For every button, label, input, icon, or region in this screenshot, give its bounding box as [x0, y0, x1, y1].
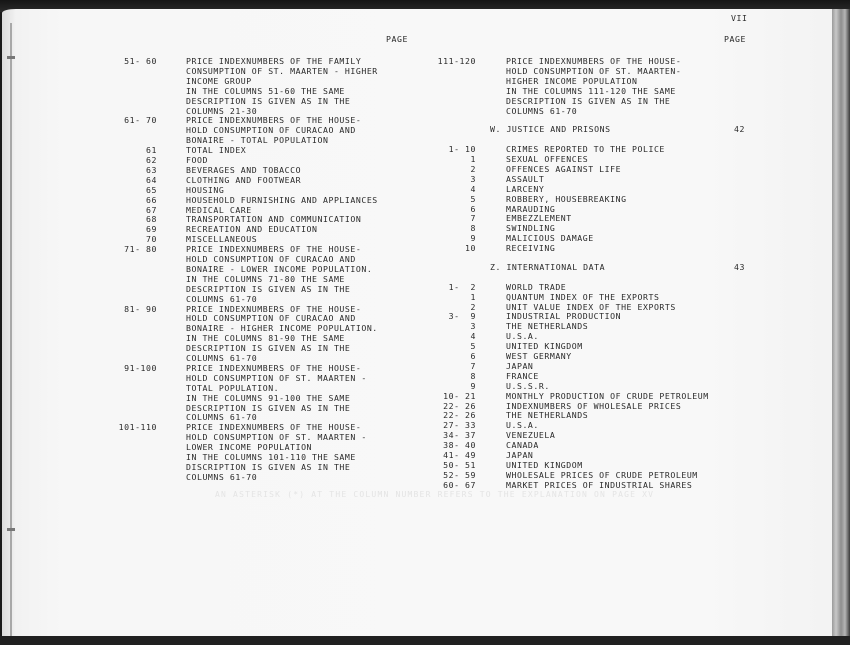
entry-description: MISCELLANEOUS — [186, 234, 258, 245]
entry-description: PRICE INDEXNUMBERS OF THE HOUSE- — [506, 56, 682, 66]
column-number: 7 — [470, 360, 476, 371]
entry-description: COLUMNS 61-70 — [506, 105, 578, 116]
entry-description: U.S.A. — [506, 331, 539, 342]
entry-description: PRICE INDEXNUMBERS OF THE HOUSE- — [186, 244, 362, 255]
entry-description: ASSAULT — [506, 173, 545, 184]
entry-description: LOWER INCOME POPULATION — [186, 442, 313, 453]
entry-description: QUANTUM INDEX OF THE EXPORTS — [506, 291, 660, 302]
entry-description: COLUMNS 61-70 — [186, 293, 258, 304]
entry-description: DESCRIPTION IS GIVEN AS IN THE — [506, 95, 671, 106]
column-number: 50- 51 — [443, 459, 476, 470]
entry-description: THE NETHERLANDS — [506, 410, 589, 421]
page-column-header-right: PAGE — [724, 34, 746, 44]
entry-description: TRANSPORTATION AND COMMUNICATION — [186, 214, 362, 225]
entry-description: CLOTHING AND FOOTWEAR — [186, 174, 302, 185]
column-number: 5 — [470, 341, 476, 352]
column-number: 10 — [465, 243, 476, 254]
entry-description: SEXUAL OFFENCES — [506, 154, 589, 164]
bleed-through-text: AN ASTERISK (*) AT THE COLUMN NUMBER REFERS TO THE EXPLANATION ON PAGE XV — [215, 490, 655, 499]
entry-description: DESCRIPTION IS GIVEN AS IN THE — [186, 402, 351, 413]
entry-description: IN THE COLUMNS 111-120 THE SAME — [506, 85, 676, 96]
entry-description: PRICE INDEXNUMBERS OF THE HOUSE- — [186, 422, 362, 433]
entry-description: DESCRIPTION IS GIVEN AS IN THE — [186, 283, 351, 294]
entry-description: FOOD — [186, 155, 208, 165]
entry-description: DESCRIPTION IS GIVEN AS IN THE — [186, 343, 351, 354]
column-number: 2 — [470, 163, 476, 174]
entry-description: BEVERAGES AND TOBACCO — [186, 164, 302, 175]
column-number: 69 — [146, 224, 157, 235]
entry-description: RECEIVING — [506, 243, 556, 254]
entry-description: RECREATION AND EDUCATION — [186, 224, 318, 235]
column-number: 51- 60 — [124, 56, 157, 66]
entry-description: IN THE COLUMNS 71-80 THE SAME — [186, 273, 345, 284]
page-column-header-left: PAGE — [386, 34, 408, 44]
spine-mark — [7, 528, 15, 531]
entry-description: HOLD CONSUMPTION OF ST. MAARTEN- — [506, 65, 682, 76]
entry-description: HOLD CONSUMPTION OF CURACAO AND — [186, 313, 356, 324]
entry-description: HOLD CONSUMPTION OF ST. MAARTEN - — [186, 372, 367, 383]
column-number: 1 — [470, 154, 476, 164]
column-number: 7 — [470, 213, 476, 224]
entry-description: MARAUDING — [506, 203, 556, 214]
entry-description: SWINDLING — [506, 223, 556, 234]
entry-description: OFFENCES AGAINST LIFE — [506, 163, 622, 174]
entry-description: HOUSING — [186, 184, 225, 195]
entry-description: DESCRIPTION IS GIVEN AS IN THE — [186, 95, 351, 106]
section-page-number: 42 — [734, 124, 745, 135]
column-number: 22- 26 — [443, 410, 476, 421]
entry-description: INDEXNUMBERS OF WHOLESALE PRICES — [506, 400, 682, 411]
entry-description: CANADA — [506, 440, 539, 451]
column-number: 4 — [470, 183, 476, 194]
column-number: 81- 90 — [124, 303, 157, 314]
column-number: 22- 26 — [443, 400, 476, 411]
entry-description: WORLD TRADE — [506, 281, 567, 292]
column-number: 6 — [470, 351, 476, 362]
column-number: 1- 10 — [448, 144, 476, 155]
entry-description: HOLD CONSUMPTION OF CURACAO AND — [186, 254, 356, 264]
entry-description: THE NETHERLANDS — [506, 321, 589, 332]
entry-description: EMBEZZLEMENT — [506, 213, 572, 224]
column-number: 3 — [470, 321, 476, 332]
entry-description: VENEZUELA — [506, 430, 556, 441]
entry-description: UNITED KINGDOM — [506, 341, 583, 352]
column-number: 63 — [146, 164, 157, 175]
entry-description: U.S.A. — [506, 420, 539, 431]
entry-description: COLUMNS 61-70 — [186, 353, 258, 363]
entry-description: IN THE COLUMNS 81-90 THE SAME — [186, 333, 345, 344]
column-number: 60- 67 — [443, 479, 476, 490]
entry-description: HOLD CONSUMPTION OF CURACAO AND — [186, 125, 356, 136]
entry-description: UNITED KINGDOM — [506, 459, 583, 470]
entry-description: MALICIOUS DAMAGE — [506, 233, 594, 244]
entry-description: TOTAL POPULATION. — [186, 382, 280, 393]
column-number: 41- 49 — [443, 450, 476, 461]
entry-description: PRICE INDEXNUMBERS OF THE HOUSE- — [186, 362, 362, 373]
column-number: 3 — [470, 173, 476, 184]
column-number: 61- 70 — [124, 115, 157, 126]
entry-description: COLUMNS 61-70 — [186, 471, 258, 482]
entry-description: IN THE COLUMNS 51-60 THE SAME — [186, 85, 345, 96]
entry-description: DISCRIPTION IS GIVEN AS IN THE — [186, 461, 351, 472]
binding-spine — [10, 23, 12, 641]
entry-description: JAPAN — [506, 360, 534, 371]
entry-description: WHOLESALE PRICES OF CRUDE PETROLEUM — [506, 469, 698, 480]
entry-description: MEDICAL CARE — [186, 204, 252, 215]
page-number: VII — [731, 13, 748, 23]
column-number: 70 — [146, 234, 157, 245]
entry-description: COLUMNS 61-70 — [186, 412, 258, 423]
column-number: 8 — [470, 370, 476, 381]
entry-description: PRICE INDEXNUMBERS OF THE HOUSE- — [186, 115, 362, 126]
entry-description: HOUSEHOLD FURNISHING AND APPLIANCES — [186, 194, 378, 205]
spine-mark — [7, 56, 15, 59]
entry-description: MONTHLY PRODUCTION OF CRUDE PETROLEUM — [506, 390, 709, 401]
column-number: 1- 2 — [448, 281, 476, 292]
entry-description: LARCENY — [506, 183, 545, 194]
column-number: 10- 21 — [443, 390, 476, 401]
column-number: 2 — [470, 301, 476, 312]
section-heading: Z. INTERNATIONAL DATA — [490, 261, 606, 272]
column-number: 68 — [146, 214, 157, 225]
entry-description: PRICE INDEXNUMBERS OF THE HOUSE- — [186, 303, 362, 314]
column-number: 64 — [146, 174, 157, 185]
entry-description: IN THE COLUMNS 101-110 THE SAME — [186, 452, 356, 462]
entry-description: BONAIRE - TOTAL POPULATION — [186, 135, 329, 146]
entry-description: CONSUMPTION OF ST. MAARTEN - HIGHER — [186, 65, 378, 76]
entry-description: HOLD CONSUMPTION OF ST. MAARTEN - — [186, 432, 367, 443]
entry-description: TOTAL INDEX — [186, 145, 247, 156]
column-number: 111-120 — [437, 56, 476, 66]
entry-description: JAPAN — [506, 450, 534, 461]
entry-description: COLUMNS 21-30 — [186, 105, 258, 116]
entry-description: WEST GERMANY — [506, 351, 572, 362]
entry-description: BONAIRE - HIGHER INCOME POPULATION. — [186, 323, 378, 334]
column-number: 71- 80 — [124, 244, 157, 255]
column-number: 66 — [146, 194, 157, 205]
column-number: 34- 37 — [443, 430, 476, 441]
entry-description: U.S.S.R. — [506, 380, 550, 391]
column-number: 61 — [146, 145, 157, 156]
column-number: 1 — [470, 291, 476, 302]
column-number: 101-110 — [118, 422, 157, 433]
column-number: 9 — [470, 233, 476, 244]
entry-description: ROBBERY, HOUSEBREAKING — [506, 193, 627, 204]
column-number: 38- 40 — [443, 440, 476, 451]
entry-description: INCOME GROUP — [186, 75, 252, 86]
column-number: 4 — [470, 331, 476, 342]
entry-description: PRICE INDEXNUMBERS OF THE FAMILY — [186, 56, 362, 66]
column-number: 67 — [146, 204, 157, 215]
entry-description: FRANCE — [506, 370, 539, 381]
section-heading: W. JUSTICE AND PRISONS — [490, 124, 611, 135]
entry-description: MARKET PRICES OF INDUSTRIAL SHARES — [506, 479, 693, 490]
column-number: 6 — [470, 203, 476, 214]
column-number: 3- 9 — [448, 311, 476, 322]
column-number: 65 — [146, 184, 157, 195]
entry-description: INDUSTRIAL PRODUCTION — [506, 311, 622, 322]
column-number: 91-100 — [124, 362, 157, 373]
section-page-number: 43 — [734, 261, 745, 272]
column-number: 52- 59 — [443, 469, 476, 480]
entry-description: UNIT VALUE INDEX OF THE EXPORTS — [506, 301, 676, 312]
column-number: 9 — [470, 380, 476, 391]
scan-bottom-edge — [0, 636, 850, 645]
column-number: 62 — [146, 155, 157, 165]
page-edge-right — [832, 9, 850, 637]
column-number: 8 — [470, 223, 476, 234]
entry-description: IN THE COLUMNS 91-100 THE SAME — [186, 392, 351, 403]
column-number: 5 — [470, 193, 476, 204]
entry-description: BONAIRE - LOWER INCOME POPULATION. — [186, 263, 373, 274]
column-number: 27- 33 — [443, 420, 476, 431]
entry-description: HIGHER INCOME POPULATION — [506, 75, 638, 86]
entry-description: CRIMES REPORTED TO THE POLICE — [506, 144, 665, 155]
